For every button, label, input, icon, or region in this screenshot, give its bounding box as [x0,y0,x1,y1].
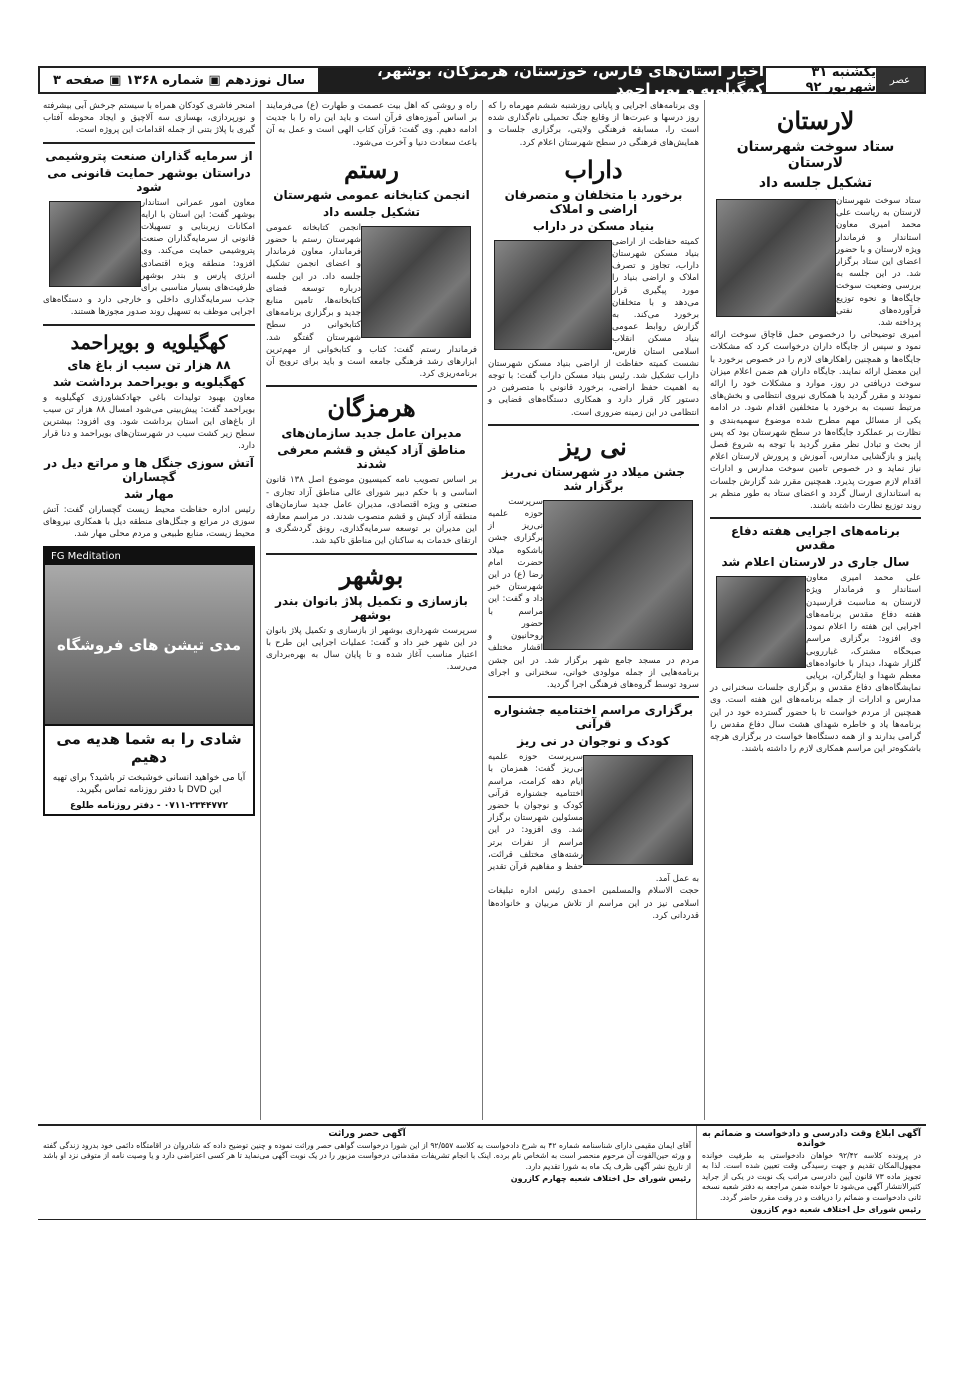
headline-rostam: رستم [344,154,399,184]
issue-number: سال نوزدهم ▣ شماره ۱۳۶۸ ▣ صفحه ۳ [40,68,320,92]
subhead-celebration: جشن میلاد در شهرستان نی‌ریز برگزار شد [501,464,686,493]
article-continued: راه و روشی که اهل بیت عصمت و طهارت (ع) می‌فرمایند بر اساس آموزه‌های قرآن است و باید این راه را با جدیت ادامه دهیم. وی گفت: قرآن کتاب الهی است و عمل به آن باعث سعادت دنیا و آخرت می‌شود. [266,101,477,148]
ad-description: آیا می خواهید انسانی خوشبخت تر باشید؟ برای تهیه این DVD با دفتر روزنامه تماس بگیرید. [52,773,246,796]
subhead-kish-qeshm: مناطق آزاد کیش و قشم معرفی شدند [277,443,466,472]
subhead-quran-festival: کودک و نوجوان در نی ریز [517,734,670,749]
ad-slogan: شادی را به شما هدیه می دهیم [45,724,253,770]
subhead-housing-foundation: بنیاد مسکن در داراب [532,218,655,233]
meeting-photo [716,199,836,317]
article-apple-p2: معاون بهبود تولیدات باغی جهادکشاورزی کهگیلویه و بویراحمد گفت: پیش‌بینی می‌شود امسال ۸۸ هزار تن سیب از باغ‌های این استان برداشت شود. وی افزود: بیشترین سطح زیر کشت سیب در شهرستان‌های بویراحمد و دنا قرار دارد. [43,392,255,452]
headline-neyriz: نی ریز [560,431,627,461]
article-bushehr-p3: سرپرست شهرداری بوشهر از بازسازی و تکمیل پلاژ بانوان در این شهر خبر داد و گفت: عملیات اجرایی این طرح با اعتبار مناسب آغاز شده و تا پایان سال به بهره‌برداری می‌رسد. [266,625,477,673]
headline-petrochemical: از سرمایه گذاران صنعت پتروشیمی [45,148,253,163]
article-intro: وی برنامه‌های اجرایی و پایانی روزشنبه ششم مهرماه را که روز درسها و عبرت‌ها از وقایع جنگ تحمیلی نام‌گذاری شده است را، مسابقه فرهنگی ولایتی، برگزاری جلسات و همایش‌های فرهنگی در سطح شهرستان اعلام کرد. [488,101,699,148]
celebration-photo [543,500,693,650]
article-beach-continued: امنحر فاشری کودکان همراه با سیستم جرخش آبی بیشرفته و نورپردازی، بهسازی سه آلاچیق و ایجاد محوطه آفتاب گیری با پلاژ بتنی از جمله اقدامات این پروژه است. [43,101,255,136]
notice-summons-title: آگهی ابلاغ وقت دادرسی و دادخواست و ضمائم به خوانده [702,1129,921,1149]
subhead-land-violators: برخورد با متخلفان و متصرفان اراضی و املاک [504,187,683,216]
official-portrait [716,576,806,668]
subhead-meeting: تشکیل جلسه داد [758,175,873,191]
divider [43,142,255,144]
festival-photo [583,755,693,865]
library-photo [361,226,471,338]
masthead [38,62,926,98]
notice-summons-signature: رئیس شورای حل اختلاف شعبه دوم کازرون [750,1205,921,1215]
article-darab-p1: کمیته حفاظت از اراضی بنیاد مسکن شهرستان داراب، تجاوز و تصرف املاک و اراضی بنیاد را مورد پیگیری قرار می‌دهد و با متخلفان برخورد می‌کند. به گزارش روابط عمومی بنیاد مسکن انقلاب اسلامی استان فارس، نشست کمیته حفاظت از اراضی بنیاد مسکن شهرستان داراب تشکیل شد. رئیس بنیاد مسکن داراب گفت: با توجه به اهمیت حفظ اراضی، برخورد قانونی با متصرفین در دستور کار قرار دارد و همکاری دستگاه‌های قضایی و انتظامی در این زمینه ضروری است. [488,236,699,418]
notice-summons [696,1126,926,1219]
subhead-fuel-committee: ستاد سوخت شهرستان لارستان [736,139,895,171]
subhead-beach: بازسازی و تکمیل پلاژ بانوان بندر بوشهر [275,593,468,622]
section-title: اخبار استان‌های فارس، خوزستان، هرمزگان، بوشهر، کهگیلویه و بویراحمد [320,68,764,92]
article-festival-p4: حجت الاسلام والمسلمین احمدی رئیس اداره تبلیغات اسلامی نیز در این مراسم از تلاش مربیان و خانواده‌ها قدردانی کرد. [488,886,699,921]
headline-kohgiluyeh: کهگیلویه و بویراحمد [70,331,228,354]
deputy-portrait [49,201,141,287]
article-fuel-p2: امیری توضیحاتی را درخصوص حمل قاچاق سوخت ارائه نمود و سپس از جایگاه داران درخواست کرد که مشکلات جایگاه‌ها و همچنین راهکارهای لازم را در خصوص برخورد با این معضل ارائه نمایند. جایگاه داران هم ضمن اعلام میزان سوخت دریافتی در روز، موارد و مشکلات خود را ارائه نمودند و مقرر گردید با همکاری نیروی انتظامی و بخش‌های مرتبط نسبت به برخورد با متخلفین اقدام شود. در ادامه یکی از مسائل مهم مطرح شده موضوع سهمیه‌بندی و نظارت بر عملکرد جایگاه‌ها در سطح شهرستان بود که پس از بحث و تبادل نظر مقرر گردید با توجه به شروع فصل پاییز و بازگشایی مدارس، آموزش و پرورش لارستان اعلام نیاز نماید و در خصوص تامین سوخت مدارس و ادارات اقدام لازم صورت پذیرد. همچنین مقرر شد گزارش جلسات به استانداری ارسال گردد و اعضای ستاد به طور منظم بر روند توزیع نظارت داشته باشند. [710,330,921,512]
columns [38,100,926,1120]
column-rostam [260,100,482,1120]
headline-hormozgan: هرمزگان [327,393,416,423]
notice-inheritance-signature: رئیس شورای حل اختلاف شعبه چهارم کازرون [510,1174,691,1184]
divider [43,324,255,326]
notice-summons-text: در پرونده کلاسه ۹۲/۴۲ خواهان دادخواستی به طرفیت خوانده مجهول‌المکان تقدیم و جهت رسیدگی وقت تعیین شده است. لذا به تجویز ماده ۷۳ قانون آیین دادرسی مراتب یک نوبت در یکی از جراید کثیرالانتشار آگهی می‌شود تا خوانده ضمن مراجعه به دفتر شعبه نسخه ثانی دادخواست و ضمائم را دریافت و در وقت مقرر حاضر گردد. [702,1151,922,1202]
divider [266,385,477,387]
subhead-defense-week: سال جاری در لارستان اعلام شد [721,555,910,570]
headline-forest-fire: آتش سوزی جنگل ها و مراتع دیل در گچساران [44,455,254,484]
article-fuel-p1: ستاد سوخت شهرستان لارستان به ریاست علی محمد امیری معاون استاندار و فرماندار ویژه لارستان و با حضور اعضای این ستاد برگزار شد. در این جلسه به بررسی وضعیت سوخت جایگاه‌ها و نحوه توزیع فرآورده‌های نفتی پرداخته شد. [835,196,921,329]
headline-quran-festival: برگزاری مراسم اختتامیه جشنواره قرآنی [493,703,694,732]
ad-phone: ۰۷۱۱-۲۳۴۴۷۷۲ - دفتر روزنامه طلوع [70,801,228,812]
headline-defense-week: برنامه‌های اجرایی هفته دفاع مقدس [731,524,900,553]
divider [488,424,699,426]
notice-inheritance-title: آگهی حصر وراثت [328,1129,406,1139]
divider [488,696,699,698]
ad-image: مدی تیشن های فروشگاه [45,565,253,724]
subhead-apple-harvest: ۸۸ هزار تن سیب از باغ های [67,357,231,372]
issue-date: یکشنبه ۳۱ شهریور ۹۲ [764,68,876,92]
subhead-free-zones: مدیران عامل جدید سازمان‌های [281,426,462,441]
headline-larestan: لارستان [776,106,855,135]
subhead-library-meeting: تشکیل جلسه داد [322,204,421,219]
column-darab [482,100,704,1120]
article-festival-p3: سرپرست حوزه علمیه نی‌ریز گفت: همزمان با ایام دهه کرامت، مراسم اختتامیه جشنواره قرآنی کودک و نوجوان با حضور مسئولین شهرستان برگزار شد. وی افزود: در این مراسم از نفرات برتر رشته‌های مختلف قرائت، حفظ و مفاهیم قرآن تقدیر به عمل آمد. [488,752,699,885]
subhead-forest-fire: مهار شد [124,486,174,501]
column-larestan [704,100,926,1120]
notice-inheritance-text: آقای ایمان مقیمی دارای شناسنامه شماره ۴۲ به شرح دادخواست به کلاسه ۹۲/۵۵۷ از این شورا درخواست گواهی حصر وراثت نموده و چنین توضیح داده که شادروان در اقامتگاه دائمی خود بدرود زندگی گفته و ورثه حین‌الفوت آن مرحوم منحصر است به اشخاص نام برده. اینک با انجام تشریفات مقدماتی درخواست مزبور را در یک نوبت آگهی می‌نماید تا هر کسی اعتراضی دارد و یا وصیت نامه از متوفی نزد او باشد از تاریخ نشر آگهی ظرف یک ماه به شورا تقدیم دارد. [43,1141,691,1171]
subhead-apple-harvest-2: کهگیلویه و بویراحمد برداشت شد [52,374,246,389]
divider [266,553,477,555]
headline-bushehr: بوشهر [339,560,404,590]
article-fire-p3: رئیس اداره حفاظت محیط زیست گچساران گفت: آتش سوزی در مراتع و جنگل‌های منطقه دیل با همکاری نیروهای محیط زیست، منابع طبیعی و مردم محلی مهار شد. [43,504,255,540]
headline-darab: داراب [564,154,623,184]
legal-notices [38,1124,926,1220]
divider [710,517,921,519]
article-defense-p3: علی محمد امیری معاون استاندار و فرماندار ویژه لارستان به مناسبت فرارسیدن هفته دفاع مقدس برنامه‌های اجرایی این هفته را اعلام نمود. وی افزود: برگزاری مراسم صبحگاه مشترک، غبارروبی گلزار شهدا، دیدار با خانواده‌های معظم شهدا و ایثارگران، برپایی نمایشگاه‌های دفاع مقدس و برگزاری جلسات سخنرانی در مدارس و ادارات از جمله برنامه‌های این هفته است. وی همچنین از مردم خواست تا با حضور گسترده خود در این برنامه‌ها یاد و خاطره شهدای هشت سال دفاع مقدس را گرامی بدارند و از همه دستگاه‌ها خواست در برگزاری هرچه باشکوه‌تر این مراسم همکاری لازم را داشته باشند. [710,573,921,755]
article-petrochemical-p1: معاون امور عمرانی استاندار بوشهر گفت: این استان با ارایه امکانات زیربنایی و تسهیلات قانونی از سرمایه‌گذاران صنعت پتروشیمی حمایت می‌کند. وی افزود: منطقه ویژه اقتصادی انرژی پارس و بندر بوشهر ظرفیت‌های بسیار مناسبی برای جذب سرمایه‌گذاری داخلی و خارجی دارد و دستگاه‌های اجرایی موظف به تسهیل روند صدور مجوزها هستند. [43,197,255,318]
article-rostam-p1: انجمن کتابخانه عمومی شهرستان رستم با حضور فرماندار، معاون فرماندار و اعضای انجمن تشکیل جلسه داد. در این جلسه درباره توسعه فضای کتابخانه‌ها، تامین منابع جدید و برگزاری برنامه‌های کتابخوانی در سطح شهرستان گفتگو شد. فرماندار رستم گفت: کتاب و کتابخوانی از مهم‌ترین ابزارهای رشد فرهنگی جامعه است و باید برای ترویج آن برنامه‌ریزی کرد. [266,222,477,380]
article-hormozgan-p2: بر اساس تصویب نامه کمیسیون موضوع اصل ۱۳۸ قانون اساسی و با حکم دبیر شورای عالی مناطق آزاد تجاری - صنعتی و ویژه اقتصادی، مدیران عامل جدید سازمان‌های منطقه آزاد کیش و قشم منصوب شدند. در مراسم معارفه این مدیران بر توسعه سرمایه‌گذاری، رونق گردشگری و ارتقای خدمات به ساکنان این مناطق تاکید شد. [266,475,477,547]
committee-photo [494,240,612,350]
column-bushehr-kb [38,100,260,1120]
notice-inheritance [38,1126,696,1219]
ad-brand: FG Meditation [45,548,253,565]
subhead-library: انجمن کتابخانه عمومی شهرستان [273,187,470,202]
meditation-advertisement [43,546,255,816]
article-neyriz-p2: سرپرست حوزه علمیه نی‌ریز از برگزاری جشن باشکوه میلاد حضرت امام رضا (ع) در این شهرستان خبر داد و گفت: این مراسم با حضور روحانیون و اقشار مختلف مردم در مسجد جامع شهر برگزار شد. در این جشن برنامه‌هایی از جمله مولودی خوانی، سخنرانی و اجرای سرود توسط گروه‌های فرهنگی اجرا گردید. [488,496,699,690]
subhead-petrochemical: دراستان بوشهر حمایت قانونی می شود [47,165,251,194]
newspaper-logo: عصر [876,68,924,92]
